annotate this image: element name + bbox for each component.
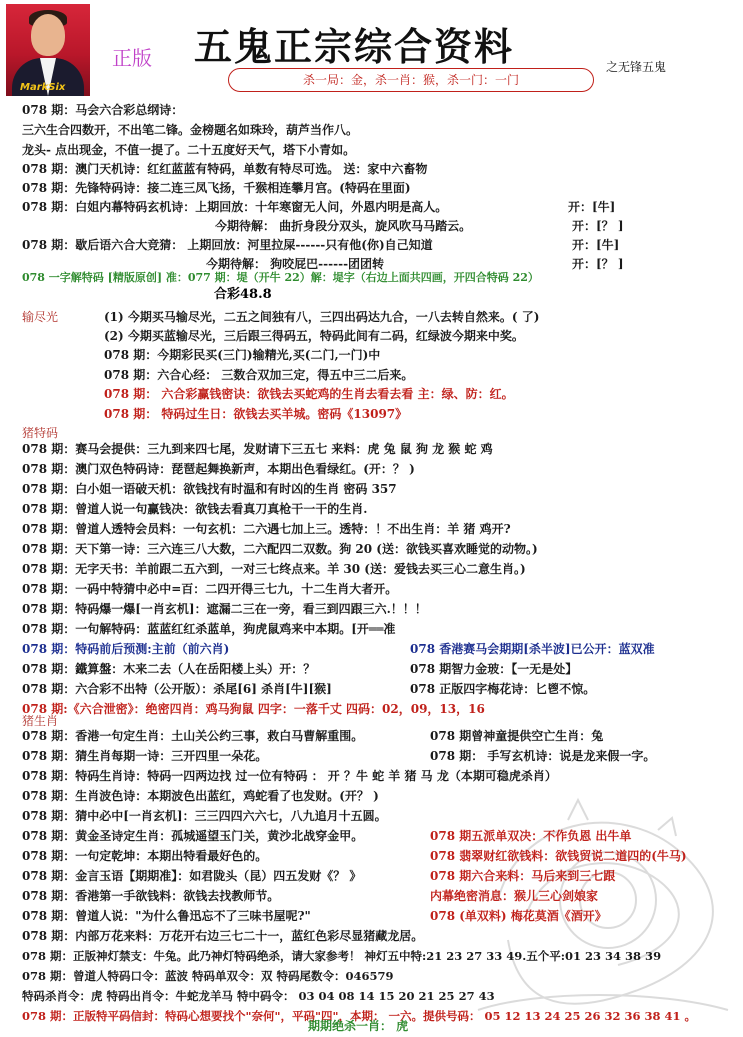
photo-brand: MarkSix — [20, 82, 66, 93]
zhengban-label: 正版 — [112, 46, 152, 70]
col-right-line: 078 期： 手写玄机诗：说是龙来假一字。 — [430, 749, 656, 763]
col-right-line: 078 期曾神童提供空亡生肖：兔 — [430, 729, 604, 743]
kai-result: 开：[牛] — [572, 238, 620, 252]
zhu-line: 078 期：无字天书：羊前跟二五六到，一对三七终点来。羊 30 (送：爱钱去买三心二意生肖。) — [22, 562, 526, 576]
stamp-text: 合彩48.8 — [214, 287, 272, 302]
text-line: 078 期：马会六合彩总纲诗： — [22, 103, 184, 117]
col-left-line: 078 期：内部万花来料：万花开右边三七二十一，蓝红色彩尽显猪藏龙居。 — [22, 929, 424, 943]
col-left-line: 078 期：猜中必中[一肖玄机]：三三四四六六七，八九追月十五圆。 — [22, 809, 387, 823]
col-right-line: 078 (单双料) 梅花莫酒《酒开》 — [430, 909, 607, 923]
tail-line: 078 期：曾道人特码口令：蓝波 特码单双令：双 特码尾数令：046579 — [22, 969, 394, 983]
shuchi-line: (1) 今期买马输尽光，二五之间独有八，三四出码达九合，一八去转自然来。( 了) — [104, 310, 540, 324]
text-line: 078 期：白姐内幕特码玄机诗：上期回放：十年寒窗无人问，外恩内明是高人。 — [22, 200, 448, 214]
col-left-line: 078 期：黄金圣诗定生肖：孤城遥望玉门关，黄沙北战穿金甲。 — [22, 829, 364, 843]
shuchi-line: 078 期： 特码过生日：欲钱去买羊城。密码《13097》 — [104, 407, 408, 421]
zhu-line: 078 期：天下第一诗：三六连三八大数，二六配四二双数。狗 20 (送：欲钱买喜欢睡觉的动物。) — [22, 542, 538, 556]
shuchi-line: 078 期： 六合彩赢钱密诀：欲钱去买蛇鸡的生肖去看去看 主：绿、防：红。 — [104, 387, 514, 401]
col-right-line: 078 期五派单双决：不作负恩 出牛单 — [430, 829, 632, 843]
liuhe-line: 078 期:《六合泄密》：绝密四肖：鸡马狗鼠 四字：一落千丈 四码：02，09，13，16 — [22, 702, 485, 716]
section-shuchi: 输尽光 — [22, 310, 59, 324]
col-right-line: 078 正版四字梅花诗：匕鬯不惊。 — [410, 682, 596, 696]
text-line: 今期待解： 狗咬屁巴------团团转 — [206, 257, 385, 271]
col-right-line: 内幕绝密消息：猴儿三心剑娘家 — [430, 889, 599, 903]
footer-kill: 期期绝杀一肖： 虎 — [308, 1019, 409, 1033]
text-line: 078 期：先锋特码诗：接二连三凤飞扬，千猴相连攀月宫。(特码在里面) — [22, 181, 411, 195]
section-zhutema: 猪特码 — [22, 426, 59, 440]
zhu-line: 078 期：曾道人说一句赢钱决：欲钱去看真刀真枪干一干的生肖. — [22, 502, 368, 516]
section-zhushengxiao: 猪生肖 — [22, 714, 59, 728]
tail-line: 078 期：正版特平码信封：特码心想要找个"奈何"，平码"四"，本期： 一六。提供号码： 05 12 13 24 25 26 32 36 38 41 。 — [22, 1009, 697, 1023]
col-right-line: 078 期智力金玻：【一无是处】 — [410, 662, 578, 676]
shuchi-line: 078 期：今期彩民买(三门)输精光,买(二门,一门)中 — [104, 348, 381, 362]
zhu-line: 078 期：一句解特码：蓝蓝红红杀蓝单，狗虎鼠鸡来中本期。[开══准 — [22, 622, 396, 636]
kai-result: 开：[？ ] — [572, 219, 624, 233]
tail-line: 078 期：正版神灯禁支：牛兔。此乃神灯特码绝杀，请大家参考！ 神灯五中特:21 23 27 33 49.五个平:01 23 34 38 39 — [22, 949, 662, 963]
col-right-line: 078 翡翠财红欲钱料：欲钱贸说二道四的(牛马) — [430, 849, 687, 863]
col-left-line: 078 期：金言玉语【期期准】：如君陇头（昆）四五发财《？ 》 — [22, 869, 362, 883]
zhu-line: 078 期：一码中特猜中必中=百：二四开得三七九，十二生肖大者开。 — [22, 582, 398, 596]
text-line: 今期待解： 曲折身段分双头，旋风吹马马踏云。 — [215, 219, 472, 233]
col-left-line: 078 期：特码前后预测:主前（前六肖) — [22, 642, 230, 656]
col-right-line: 078 期六合来料：马后来到三七跟 — [430, 869, 616, 883]
col-left-line: 078 期：曾道人说："为什么鲁迅忘不了三味书屋呢?" — [22, 909, 311, 923]
author-photo — [6, 4, 90, 96]
zhu-line: 078 期：曾道人透特会员料：一句玄机：二六遇七加上三。透特：！不出生肖：羊 猪 鸡开? — [22, 522, 511, 536]
col-left-line: 078 期：一句定乾坤：本期出特看最好色的。 — [22, 849, 268, 863]
col-left-line: 078 期：香港一句定生肖：土山关公约三事，救白马曹解重围。 — [22, 729, 364, 743]
col-left-line: 078 期：特码生肖诗：特码一四两边找 过一位有特码 ： 开 ？牛 蛇 羊 猪 马 龙（本期可稳虎杀肖） — [22, 769, 557, 783]
col-left-line: 078 期：六合彩不出特（公开版）：杀尾[6] 杀肖[牛][猴] — [22, 682, 332, 696]
zhu-line: 078 期：澳门双色特码诗：琵琶起舞换新声，本期出色看绿红。(开：？ ) — [22, 462, 415, 476]
page-title: 五鬼正宗综合资料 — [194, 24, 515, 69]
text-line: 龙头- 点出现金，不值一提了。二十五度好天气，塔下小青如。 — [22, 143, 356, 157]
col-left-line: 078 期：生肖波色诗：本期波色出蓝红，鸡蛇看了也发财。(开？ ) — [22, 789, 379, 803]
col-right-line: 078 香港赛马会期期[杀半波]已公开：蓝双准 — [410, 642, 655, 656]
zhu-line: 078 期：特码爆一爆[一肖玄机]：遮漏二三在一旁，看三到四跟三六.！！！ — [22, 602, 427, 616]
tail-line: 特码杀肖令：虎 特码出肖令：牛蛇龙羊马 特中码令： 03 04 08 14 15 20 21 25 27 43 — [22, 989, 495, 1003]
shuchi-line: 078 期：六合心经： 三数合双加三定，得五中三二后来。 — [104, 368, 414, 382]
zhu-line: 078 期：赛马会提供：三九到来四七尾，发财请下三五七 来料：虎 兔 鼠 狗 龙 猴 蛇 鸡 — [22, 442, 493, 456]
shuchi-line: (2) 今期买蓝输尽光，三后跟三得码五，特码此间有二码，红绿波今期来中奖。 — [104, 329, 524, 343]
col-left-line: 078 期：鐵算盤：木来二去（人在岳阳楼上头）开：？ — [22, 662, 316, 676]
col-left-line: 078 期：猜生肖每期一诗：三开四里一朵花。 — [22, 749, 268, 763]
text-line: 078 期：澳门天机诗：红红蓝蓝有特码，单数有特尽可选。 送：家中六畜物 — [22, 162, 428, 176]
zi-line: 078 一字解特码 [精版原创] 准：077 期：堤（开牛 22）解：堤字（右边上面共四画，开四合特码 22） — [22, 271, 539, 284]
text-line: 078 期：歇后语六合大竞猜： 上期回放：河里拉屎------只有他(你)自己知道 — [22, 238, 433, 252]
col-left-line: 078 期：香港第一手欲钱料：欲钱去找教师节。 — [22, 889, 280, 903]
zhu-line: 078 期：白小姐一语破天机：欲钱找有时温和有时凶的生肖 密码 357 — [22, 482, 397, 496]
kai-result: 开：[牛] — [568, 200, 616, 214]
kai-result: 开：[？ ] — [572, 257, 624, 271]
author-name: 之无锋五鬼 — [606, 60, 667, 74]
kill-summary: 杀一局：金，杀一肖：猴，杀一门：一门 — [228, 68, 594, 92]
text-line: 三六生合四数开，不出笔二锋。金榜题名如珠玲，葫芦当作八。 — [22, 123, 359, 137]
